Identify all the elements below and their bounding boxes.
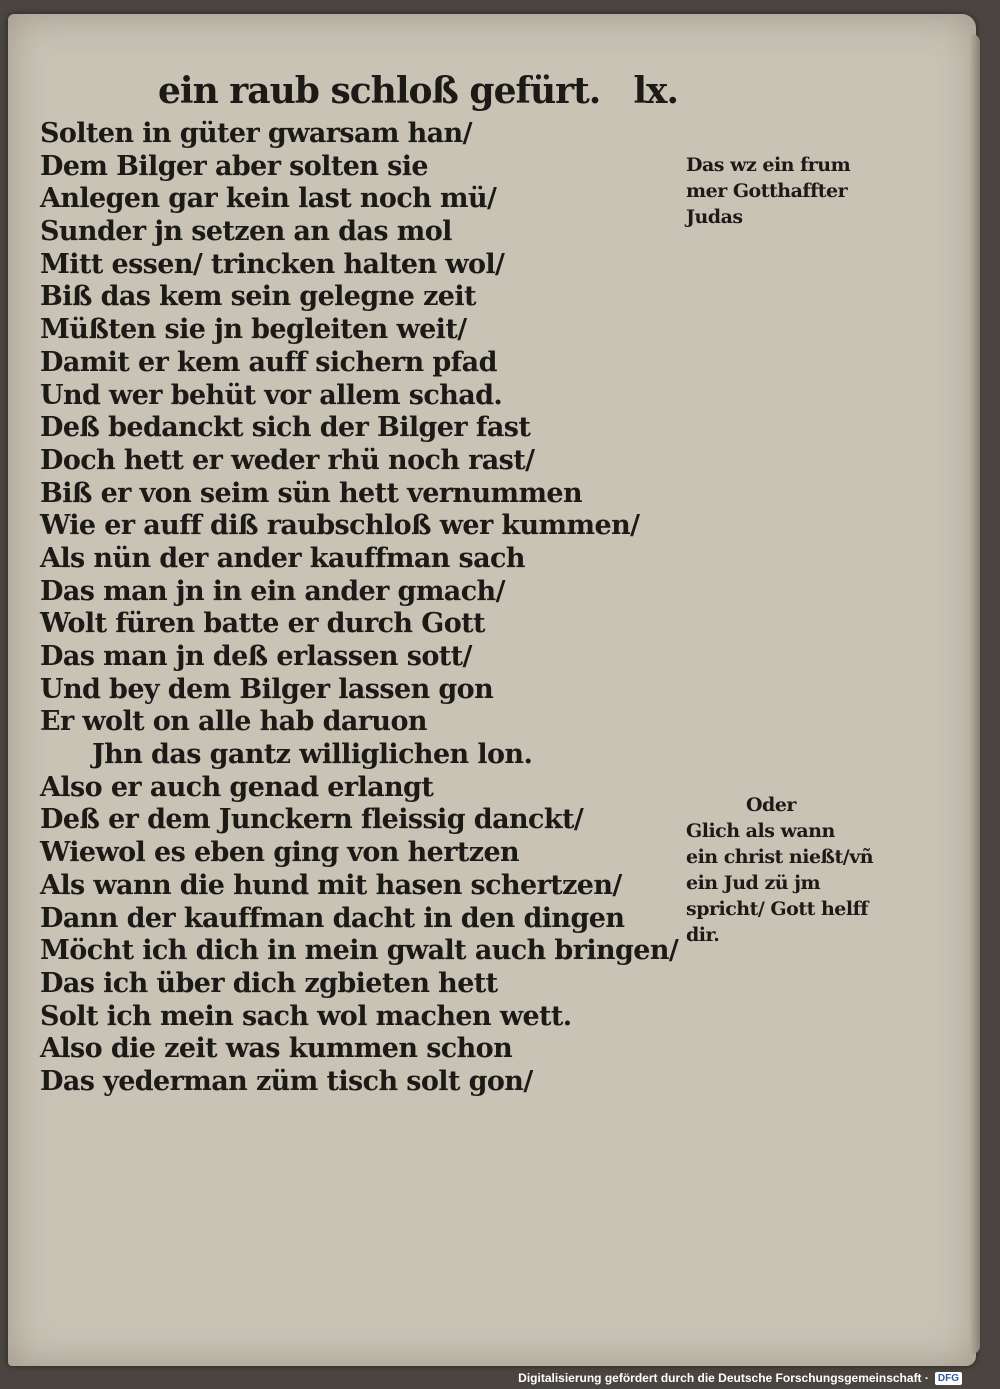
- verse-line: Biß er von seim sün hett vernummen: [40, 477, 583, 509]
- verse-line: Wiewol es eben ging von hertzen: [40, 837, 520, 869]
- verse-line: Also er auch genad erlangt: [40, 771, 434, 803]
- verse-line: Möcht ich dich in mein gwalt auch bringen/: [40, 935, 679, 967]
- verse-line: Wie er auff diß raubschloß wer kummen/: [40, 510, 640, 542]
- verse-line: Deß er dem Junckern fleissig danckt/: [40, 804, 584, 836]
- gloss-line: Judas: [686, 206, 743, 228]
- credit-text: Digitalisierung gefördert durch die Deutsche Forschungsgemeinschaft ·: [518, 1371, 929, 1385]
- dfg-logo: DFG: [935, 1372, 962, 1385]
- gloss-line: spricht/ Gott helff: [686, 898, 868, 920]
- verse-line: Also die zeit was kummen schon: [40, 1033, 513, 1065]
- verse-line: Solten in güter gwarsam han/: [40, 118, 472, 149]
- verse-line: Dann der kauffman dacht in den dingen: [40, 902, 625, 934]
- verse-line: Als nün der ander kauffman sach: [40, 542, 525, 574]
- verse-line: Sunder jn setzen an das mol: [40, 216, 452, 248]
- verse-line: Biß das kem sein gelegne zeit: [40, 281, 476, 313]
- verse-line: Das man jn deß erlassen sott/: [40, 641, 472, 672]
- verse-line: Solt ich mein sach wol machen wett.: [40, 1000, 572, 1032]
- verse-line: Anlegen gar kein last noch mü/: [40, 183, 497, 215]
- verse-line: Und bey dem Bilger lassen gon: [40, 673, 494, 705]
- gloss-line: dir.: [686, 924, 720, 946]
- verse-line: Als wann die hund mit hasen schertzen/: [40, 869, 622, 901]
- gloss-line: mer Gotthaffter: [686, 180, 848, 202]
- gloss-line: Glich als wann: [686, 820, 835, 842]
- verse-line: Mitt essen/ trincken halten wol/: [40, 248, 505, 280]
- verse-line: Er wolt on alle hab daruon: [40, 706, 427, 738]
- digitization-credit: [518, 1371, 962, 1385]
- verse-line: Das ich über dich zgbieten hett: [40, 967, 498, 999]
- verse-line: Das man jn in ein ander gmach/: [40, 575, 505, 607]
- verse-line: Dem Bilger aber solten sie: [40, 150, 428, 182]
- verse-line: Deß bedanckt sich der Bilger fast: [40, 412, 531, 444]
- verse-line: Und wer behüt vor allem schad.: [40, 379, 503, 411]
- verse-line: Müßten sie jn begleiten weit/: [40, 314, 467, 346]
- gloss-line: Oder: [746, 794, 796, 816]
- verse-line: Damit er kem auff sichern pfad: [40, 346, 497, 378]
- gloss-line: ein Jud zü jm: [686, 872, 821, 894]
- verse-line: Wolt füren batte er durch Gott: [40, 608, 485, 640]
- verse-line: Das yederman züm tisch solt gon/: [40, 1065, 533, 1097]
- verse-block: [40, 118, 679, 1099]
- margin-gloss-1: [686, 152, 886, 230]
- margin-gloss-2: [686, 792, 886, 948]
- page-edge: [970, 34, 980, 1354]
- verse-line: Jhn das gantz williglichen lon.: [92, 739, 533, 771]
- gloss-line: ein christ nießt/vñ: [686, 846, 874, 868]
- running-header: [158, 70, 678, 112]
- header-title: ein raub schloß gefürt.: [158, 70, 601, 112]
- folio-number: lx.: [633, 70, 678, 112]
- verse-line: Doch hett er weder rhü noch rast/: [40, 444, 535, 476]
- gloss-line: Das wz ein frum: [686, 154, 851, 176]
